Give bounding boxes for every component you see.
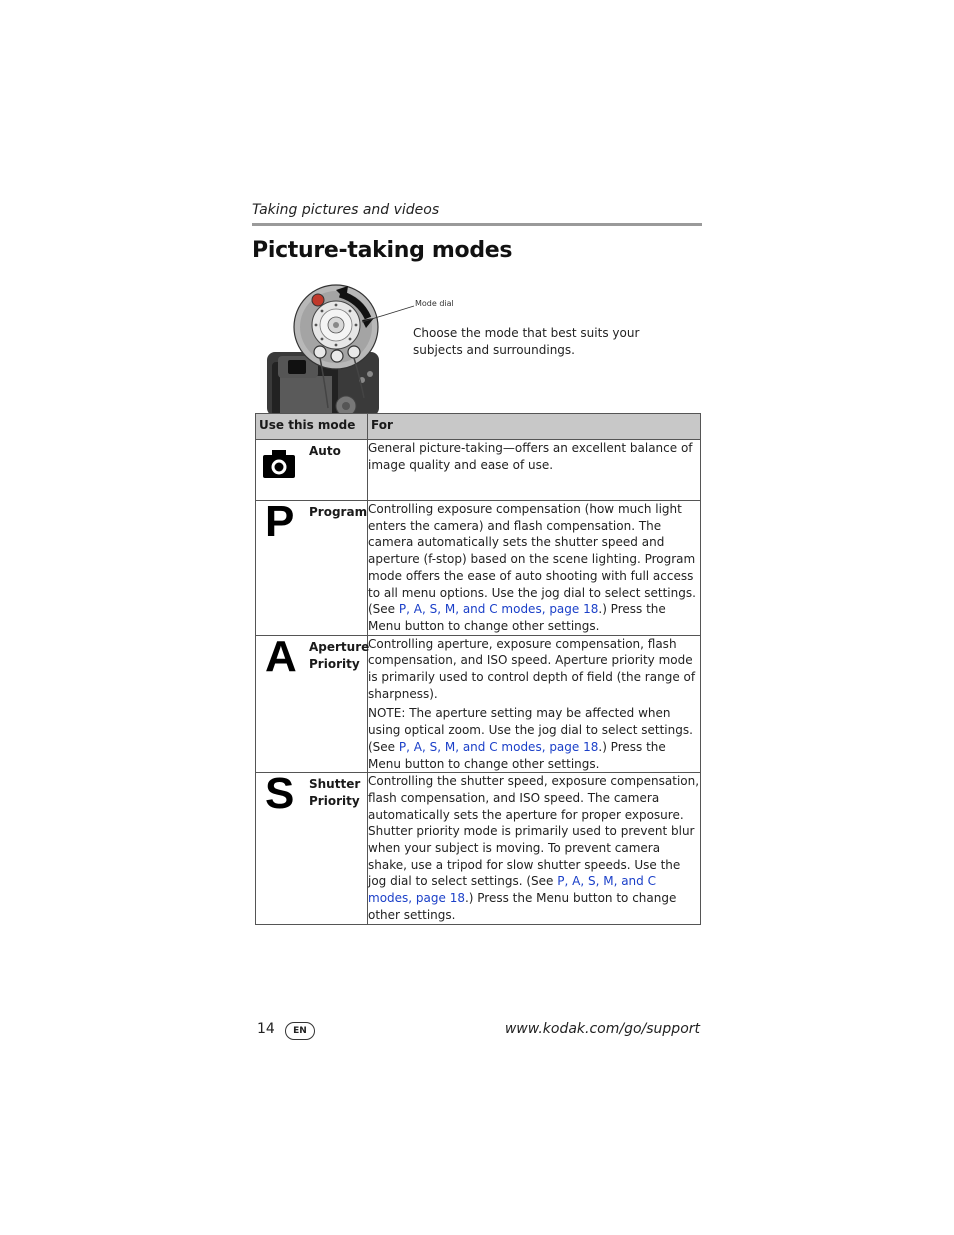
mode-cell bbox=[256, 769, 368, 924]
mode-description bbox=[368, 440, 701, 501]
description-text: General picture-taking—offers an excellent balance of image quality and ease of use. bbox=[368, 441, 693, 472]
mode-description bbox=[368, 773, 701, 924]
description-text: Controlling exposure compensation (how much light enters the camera) and flash compensation. The camera automatically sets the shutter speed and aperture (f-stop) based on the scene lighting. Program mode offers the ease of auto shooting with full access to all menu options. Use the jog dial to select settings. (See bbox=[368, 502, 696, 617]
note-text: .) Press the Menu button to change other settings. bbox=[368, 739, 666, 771]
running-header: Taking pictures and videos bbox=[252, 202, 440, 218]
modes-table bbox=[255, 413, 701, 925]
mode-name: Program bbox=[309, 505, 368, 519]
language-badge: EN bbox=[285, 1022, 315, 1040]
callout-label: Mode dial bbox=[415, 299, 454, 308]
viewfinder-window bbox=[288, 360, 306, 374]
mode-cell bbox=[256, 631, 370, 773]
page-title: Picture-taking modes bbox=[252, 238, 513, 263]
description-text: .) Press the Menu button to change other settings. bbox=[368, 891, 677, 922]
description-text: Controlling the shutter speed, exposure compensation, flash compensation, and ISO speed. The camera automatically sets the aperture for proper exposure. Shutter priority mode is primarily used to prevent blur when your subject is moving. To prevent camera shake, use a tripod for slow shutter speeds. Use the jog dial to select settings. (See bbox=[368, 774, 700, 889]
camera-icon bbox=[262, 444, 296, 484]
modes-page-link[interactable]: P, A, S, M, and C modes, page 18 bbox=[398, 739, 599, 754]
letter-s-icon: S bbox=[265, 769, 295, 819]
mode-name: Aperture Priority bbox=[309, 639, 370, 671]
support-url[interactable]: www.kodak.com/go/support bbox=[504, 1021, 700, 1037]
table-row bbox=[256, 440, 701, 501]
mode-description bbox=[368, 635, 701, 773]
column-header-mode: Use this mode bbox=[256, 414, 368, 440]
mode-name: Auto bbox=[309, 444, 341, 458]
mode-cell bbox=[256, 497, 368, 636]
table-header-row bbox=[256, 414, 701, 440]
description-text: .) Press the Menu button to change other settings. bbox=[368, 602, 666, 633]
letter-a-icon: A bbox=[265, 631, 297, 681]
letter-p-icon: P bbox=[265, 497, 295, 546]
mode-description bbox=[368, 501, 701, 636]
note-text: NOTE: The aperture setting may be affected when using optical zoom. Use the jog dial to select settings. (See bbox=[368, 706, 693, 754]
modes-page-link[interactable]: P, A, S, M, and C modes, page 18 bbox=[368, 874, 656, 906]
mode-cell bbox=[256, 440, 368, 501]
header-rule bbox=[252, 223, 702, 226]
callout-text: Choose the mode that best suits your subjects and surroundings. bbox=[413, 326, 640, 357]
column-header-for: For bbox=[368, 414, 701, 440]
description-text: Controlling aperture, exposure compensation, flash compensation, and ISO speed. Aperture priority mode is primarily used to control depth of field (the range of sharpness). bbox=[368, 636, 696, 701]
table-row bbox=[256, 773, 701, 924]
shutter-button bbox=[312, 294, 324, 306]
modes-page-link[interactable]: P, A, S, M, and C modes, page 18 bbox=[398, 602, 599, 617]
table-row bbox=[256, 501, 701, 636]
table-row bbox=[256, 635, 701, 773]
mode-name: Shutter Priority bbox=[309, 777, 361, 809]
page-number: 14 bbox=[257, 1021, 275, 1037]
